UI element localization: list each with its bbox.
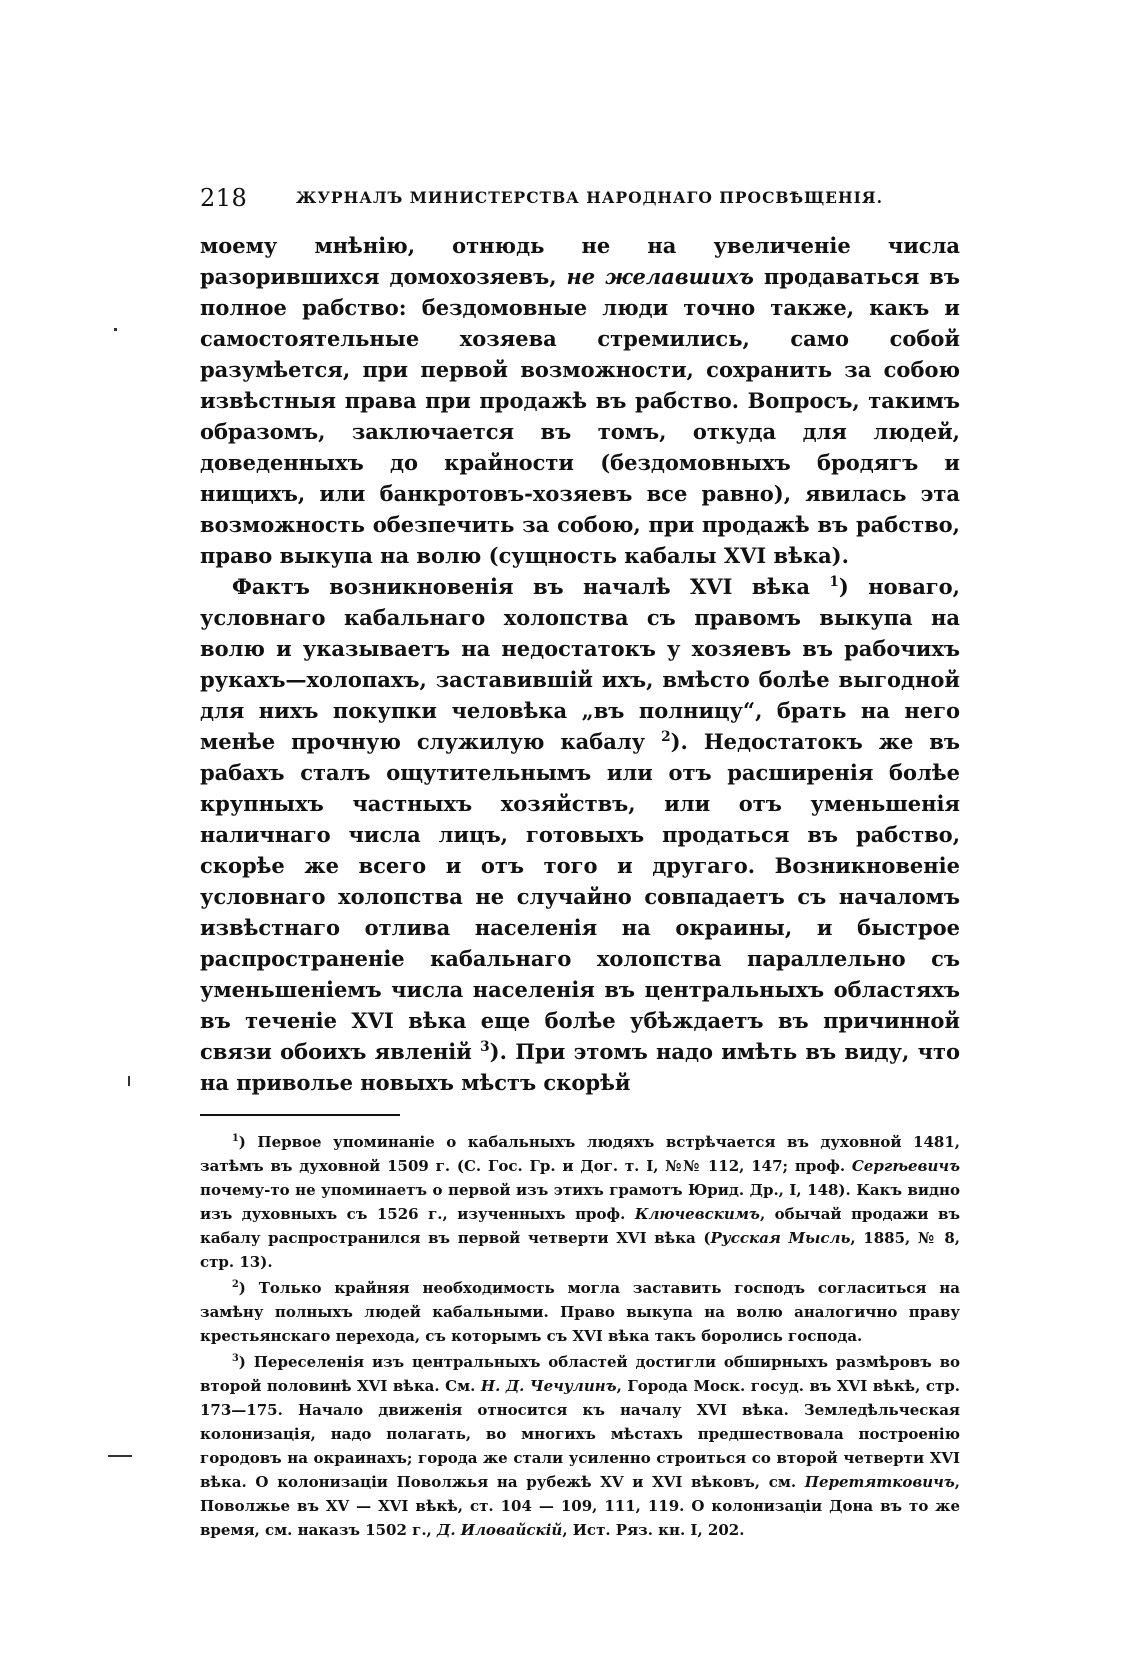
page: [200, 180, 960, 1544]
margin-mark-tick: [128, 1076, 130, 1086]
margin-mark-dot: [114, 328, 117, 331]
footnote-number: 2: [232, 1279, 239, 1290]
running-head: ЖУРНАЛЪ МИНИСТЕРСТВА НАРОДНАГО ПРОСВѢЩЕНІЯ.: [296, 188, 883, 207]
footnote-ref: 3: [480, 1039, 490, 1055]
body-text: [200, 230, 960, 1098]
emphasis: не желавшихъ: [566, 264, 754, 289]
margin-mark-dash: [108, 1455, 132, 1457]
page-header: [200, 180, 960, 216]
footnote-ref: 2: [661, 729, 671, 745]
footnote-number: 1: [232, 1133, 239, 1144]
footnotes: [200, 1130, 960, 1542]
page-number: 218: [200, 184, 248, 212]
footnote: $^1$) Первое упоминаніе о кабальныхъ людяхъ встрѣчается въ духовной 1481, затѣмъ въ духовной 1509 г. (С. Гос. Гр. и Дог. т. I, №№ 112, 147; проф. Сергѣевичъ почему-то не упоминаетъ о первой изъ этихъ грамотъ Юрид. Др., I, 148). Какъ видно изъ духовныхъ съ 1526 г., изученныхъ проф. Ключевскимъ, обычай продажи въ кабалу распространился въ первой четверти XVI вѣка (Русская Мысль, 1885, № 8, стр. 13).: [200, 1133, 960, 1271]
footnote: $^2$) Только крайняя необходимость могла заставить господъ согласиться на замѣну полныхъ людей кабальными. Право выкупа на волю аналогично праву крестьянскаго перехода, съ которымъ съ XVI вѣка такъ боролись господа.: [200, 1279, 960, 1345]
footnote-number: 3: [232, 1353, 239, 1364]
paragraph: моему мнѣнію, отнюдь не на увеличеніе числа разорившихся домохозяевъ, не желавшихъ продаваться въ полное рабство: бездомовные люди точно также, какъ и самостоятельные хозяева стремились, само собой разумѣется, при первой возможности, сохранить за собою извѣстныя права при продажѣ въ рабство. Вопросъ, такимъ образомъ, заключается въ томъ, откуда для людей, доведенныхъ до крайности (бездомовныхъ бродягъ и нищихъ, или банкротовъ-хозяевъ все равно), явилась эта возможность обезпечить за собою, при продажѣ въ рабство, право выкупа на волю (сущность кабалы XVI вѣка).: [200, 233, 960, 568]
footnote: $^3$) Переселенія изъ центральныхъ областей достигли обширныхъ размѣровъ во второй половинѣ XVI вѣка. См. Н. Д. Чечулинъ, Города Моск. госуд. въ XVI вѣкѣ, стр. 173—175. Начало движенія относится къ началу XVI вѣка. Земледѣльческая колонизація, надо полагать, во многихъ мѣстахъ предшествовала построенію городовъ на окраинахъ; города же стали усиленно строиться со второй четверти XVI вѣка. О колонизаціи Поволжья на рубежѣ XV и XVI вѣковъ, см. Перетятковичъ, Поволжье въ XV — XVI вѣкѣ, ст. 104 — 109, 111, 119. О колонизаціи Дона въ то же время, см. наказъ 1502 г., Д. Иловайскій, Ист. Ряз. кн. I, 202.: [200, 1353, 960, 1539]
footnote-divider: [200, 1114, 400, 1116]
footnote-ref: 1: [829, 574, 839, 590]
paragraph: Фактъ возникновенія въ началѣ XVI вѣка $^1$) новаго, условнаго кабальнаго холопства съ правомъ выкупа на волю и указываетъ на недостатокъ у хозяевъ въ рабочихъ рукахъ—холопахъ, заставившій ихъ, вмѣсто болѣе выгодной для нихъ покупки человѣка „въ полницу“, брать на него менѣе прочную служилую кабалу $^2$). Недостатокъ же въ рабахъ сталъ ощутительнымъ или отъ расширенія болѣе крупныхъ частныхъ хозяйствъ, или отъ уменьшенія наличнаго числа лицъ, готовыхъ продаться въ рабство, скорѣе же всего и отъ того и другаго. Возникновеніе условнаго холопства не случайно совпадаетъ съ началомъ извѣстнаго отлива населенія на окраины, и быстрое распространеніе кабальнаго холопства параллельно съ уменьшеніемъ числа населенія въ центральныхъ областяхъ въ теченіе XVI вѣка еще болѣе убѣждаетъ въ причинной связи обоихъ явленій $^3$). При этомъ надо имѣть въ виду, что на приволье новыхъ мѣстъ скорѣй: [200, 574, 960, 1095]
